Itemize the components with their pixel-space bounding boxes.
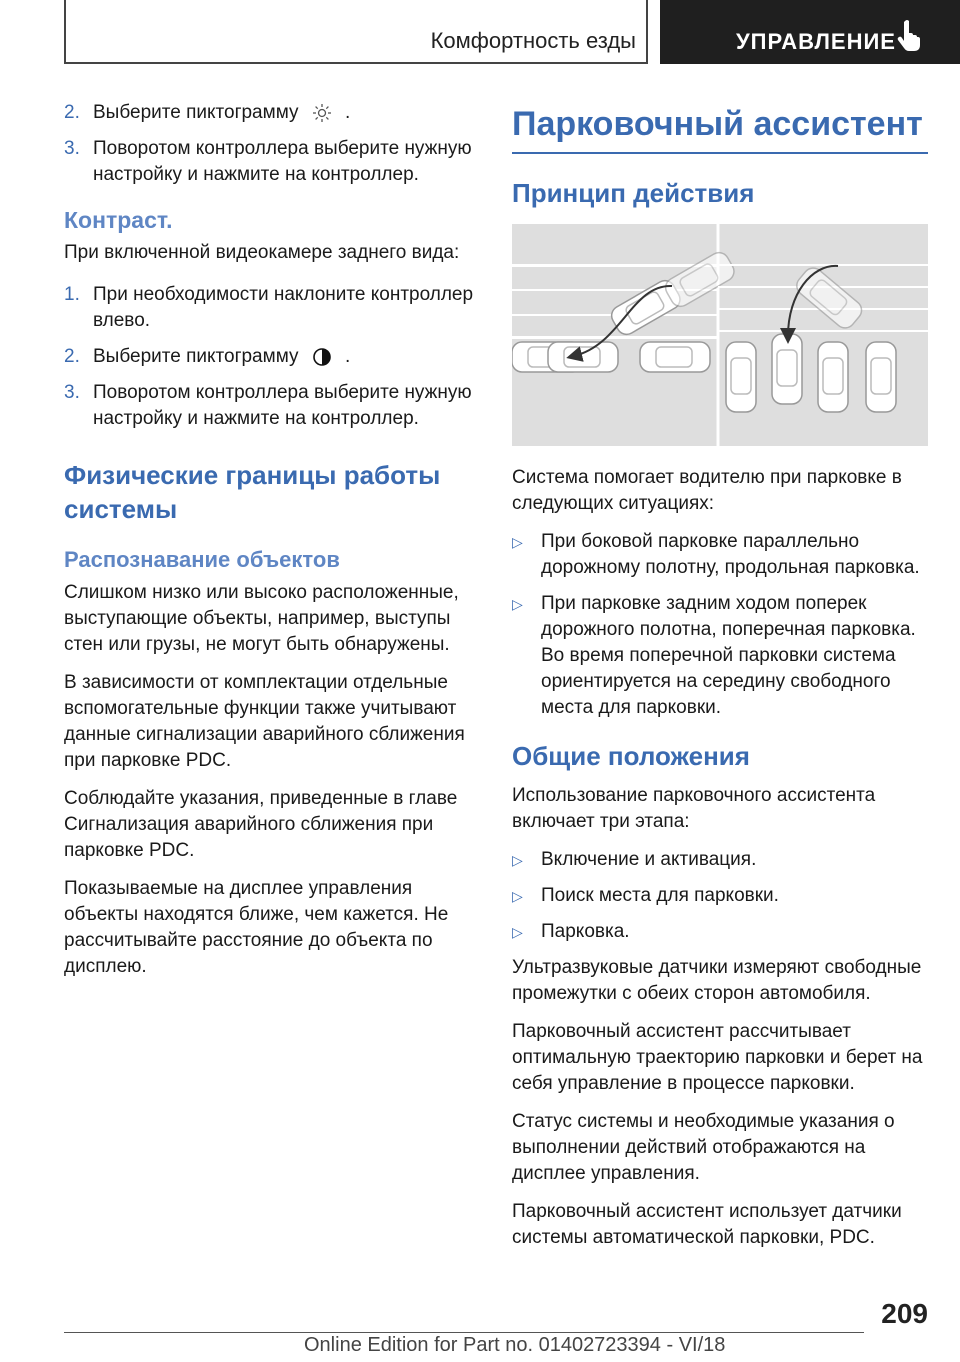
principle-heading: Принцип действия (512, 178, 755, 208)
hand-pointer-icon (896, 18, 922, 52)
step-text: При необходимости наклоните контроллер влево. (93, 284, 474, 331)
limits-heading: Физические границы работы системы (64, 460, 441, 524)
step-text: Поворотом контроллера выберите нужную настройку и нажмите на контроллер. (93, 382, 472, 429)
step-number: 2. (64, 346, 80, 367)
header-chapter-title: УПРАВЛЕНИЕ (736, 29, 896, 54)
triangle-bullet-icon: ▷ (512, 596, 523, 612)
step-text: Выберите пиктограмму (93, 102, 299, 123)
paragraph: Соблюдайте указания, приведенные в главе Сигнализация аварийного сближения при парковке PDC. (64, 788, 458, 861)
step-text: Поворотом контроллера выберите нужную настройку и нажмите на контроллер. (93, 138, 472, 185)
sun-icon (312, 103, 332, 123)
paragraph: Слишком низко или высоко расположенные, выступающие объекты, например, выступы стен или грузы, не могут быть обнаружены. (64, 582, 459, 655)
general-intro: Использование парковочного ассистента включает три этапа: (512, 785, 876, 832)
step-item (64, 136, 484, 188)
paragraph: Парковочный ассистент рассчитывает оптимальную траекторию парковки и берет на себя управление в процессе парковки. (512, 1021, 923, 1094)
contrast-icon (312, 347, 332, 367)
paragraph: Ультразвуковые датчики измеряют свободные промежутки с обеих сторон автомобиля. (512, 957, 922, 1004)
situations-intro: Система помогает водителю при парковке в следующих ситуациях: (512, 467, 902, 514)
contrast-heading: Контраст. (64, 207, 173, 233)
bullet-item (512, 529, 928, 581)
section-title: Парковочный ассистент (512, 104, 928, 154)
triangle-bullet-icon: ▷ (512, 888, 523, 904)
step-text-end: . (345, 346, 351, 367)
page-number: 209 (881, 1298, 928, 1329)
header-section-box (64, 0, 648, 64)
paragraph: Парковочный ассистент использует датчики системы автоматической парковки, PDC. (512, 1201, 902, 1248)
paragraph: Показываемые на дисплее управления объекты находятся ближе, чем кажется. Не рассчитывайте расстояние до объекта по дисплею. (64, 878, 449, 977)
step-number: 2. (64, 102, 80, 123)
bullet-text: При парковке задним ходом поперек дорожного полотна, поперечная парковка. Во время поперечной парковки система ориентируется на середину свободного места для парковки. (541, 593, 916, 718)
bullet-item (512, 591, 928, 721)
step-item (64, 282, 484, 334)
footer-divider (64, 1332, 864, 1333)
left-column (64, 100, 484, 992)
contrast-intro: При включенной видеокамере заднего вида: (64, 242, 460, 263)
bullet-item (512, 883, 928, 909)
footer-edition: Online Edition for Part no. 01402723394 - VI/18 (304, 1334, 726, 1356)
step-number: 3. (64, 138, 80, 159)
detection-heading: Распознавание объектов (64, 547, 340, 572)
bullet-item (512, 919, 928, 945)
step-text: Выберите пиктограмму (93, 346, 299, 367)
general-heading: Общие положения (512, 741, 750, 771)
header-section-title: Комфортность езды (430, 28, 636, 53)
step-item (64, 380, 484, 432)
paragraph: Статус системы и необходимые указания о выполнении действий отображаются на дисплее управления. (512, 1111, 895, 1184)
step-item (64, 344, 484, 370)
header-chapter-tab (660, 0, 960, 64)
step-number: 1. (64, 284, 80, 305)
bullet-text: При боковой парковке параллельно дорожному полотну, продольная парковка. (541, 531, 920, 578)
bullet-text: Парковка. (541, 921, 630, 942)
right-column (512, 104, 928, 1263)
triangle-bullet-icon: ▷ (512, 534, 523, 550)
bullet-text: Включение и активация. (541, 849, 757, 870)
parking-maneuver-illustration (512, 224, 928, 446)
triangle-bullet-icon: ▷ (512, 924, 523, 940)
triangle-bullet-icon: ▷ (512, 852, 523, 868)
step-number: 3. (64, 382, 80, 403)
paragraph: В зависимости от комплектации отдельные вспомогательные функции также учитывают данные сигнализации аварийного сближения при парковке PDC. (64, 672, 465, 771)
step-item (64, 100, 484, 126)
bullet-text: Поиск места для парковки. (541, 885, 779, 906)
bullet-item (512, 847, 928, 873)
step-text-end: . (345, 102, 351, 123)
